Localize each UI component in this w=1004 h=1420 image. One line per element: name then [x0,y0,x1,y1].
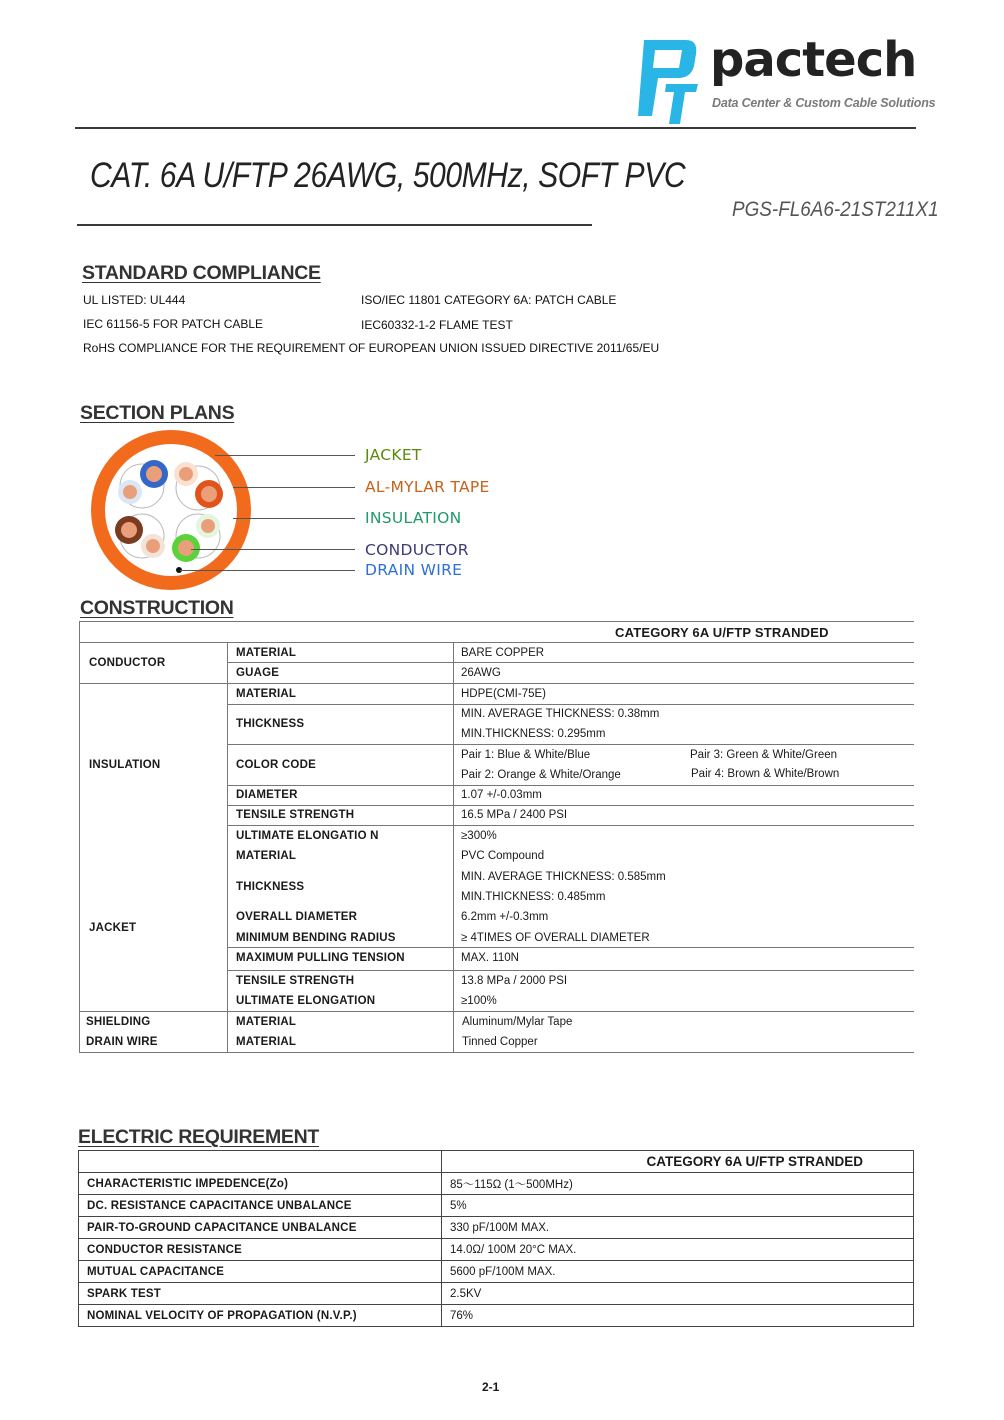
table-cell [79,1151,442,1173]
jacket-elongation: ≥100% [461,995,497,1007]
electric-requirement-heading: ELECTRIC REQUIREMENT [78,1126,320,1148]
section-plans-heading: SECTION PLANS [80,402,235,424]
compliance-item: ISO/IEC 11801 CATEGORY 6A: PATCH CABLE [361,293,617,307]
param-value: 5% [442,1195,914,1217]
conductor-label: CONDUCTOR [89,657,166,669]
label-al-mylar-tape: AL-MYLAR TAPE [365,478,490,496]
leader-line [191,549,355,550]
insulation-tensile-key: TENSILE STRENGTH [236,809,355,821]
insulation-thickness-avg: MIN. AVERAGE THICKNESS: 0.38mm [461,708,660,720]
jacket-bend-key: MINIMUM BENDING RADIUS [236,932,396,944]
pt-logo-mark [638,40,698,124]
jacket-tensile: 13.8 MPa / 2000 PSI [461,975,568,987]
shielding-material-key: MATERIAL [236,1016,297,1028]
param-name: CONDUCTOR RESISTANCE [79,1239,442,1261]
label-drain-wire: DRAIN WIRE [365,561,463,579]
jacket-bend: ≥ 4TIMES OF OVERALL DIAMETER [461,932,650,944]
insulation-thickness-min: MIN.THICKNESS: 0.295mm [461,728,606,740]
table-row [79,1151,914,1173]
jacket-od: 6.2mm +/-0.3mm [461,911,549,923]
compliance-item: IEC60332-1-2 FLAME TEST [361,318,513,332]
jacket-tensile-key: TENSILE STRENGTH [236,975,355,987]
drain-material: Tinned Copper [462,1036,538,1048]
color-pair-1: Pair 1: Blue & White/Blue [461,749,591,761]
param-name: SPARK TEST [79,1283,442,1305]
param-value: 5600 pF/100M MAX. [442,1261,914,1283]
header-divider [75,127,916,129]
table-row [79,1283,914,1305]
conductor-material: BARE COPPER [461,647,545,659]
insulation-diameter-key: DIAMETER [236,789,298,801]
param-value: 14.0Ω/ 100M 20°C MAX. [442,1239,914,1261]
color-pair-3: Pair 3: Green & White/Green [690,749,838,761]
shielding-label: SHIELDING [86,1016,151,1028]
jacket-material-key: MATERIAL [236,850,297,862]
jacket-material: PVC Compound [461,850,545,862]
insulation-tensile: 16.5 MPa / 2400 PSI [461,809,568,821]
compliance-item: IEC 61156-5 FOR PATCH CABLE [83,317,264,331]
title-underline [77,224,592,226]
leader-line [233,518,355,519]
label-jacket: JACKET [365,446,422,464]
construction-column-header: CATEGORY 6A U/FTP STRANDED [615,625,829,640]
param-value: 2.5KV [442,1283,914,1305]
param-value: 330 pF/100M MAX. [442,1217,914,1239]
param-name: DC. RESISTANCE CAPACITANCE UNBALANCE [79,1195,442,1217]
insulation-elongation-key: ULTIMATE ELONGATIO N [236,830,379,842]
leader-line [233,487,355,488]
param-name: MUTUAL CAPACITANCE [79,1261,442,1283]
table-row [79,1305,914,1327]
construction-heading: CONSTRUCTION [80,597,234,619]
conductor-gauge: 26AWG [461,667,501,679]
electric-column-header: CATEGORY 6A U/FTP STRANDED [442,1151,914,1173]
color-pair-4: Pair 4: Brown & White/Brown [691,768,840,780]
drain-wire-label: DRAIN WIRE [86,1036,158,1048]
leader-line [180,570,355,571]
insulation-diameter: 1.07 +/-0.03mm [461,789,542,801]
table-row [79,1217,914,1239]
color-pair-2: Pair 2: Orange & White/Orange [461,769,621,781]
jacket-pull: MAX. 110N [461,952,519,964]
table-row [79,1239,914,1261]
jacket-elongation-key: ULTIMATE ELONGATION [236,995,376,1007]
brand-tagline: Data Center & Custom Cable Solutions [712,96,936,110]
param-name: NOMINAL VELOCITY OF PROPAGATION (N.V.P.) [79,1305,442,1327]
param-value: 76% [442,1305,914,1327]
insulation-thickness-key: THICKNESS [236,718,305,730]
param-value: 85～115Ω (1～500MHz) [442,1173,914,1195]
color-code-key: COLOR CODE [236,759,316,771]
drain-material-key: MATERIAL [236,1036,297,1048]
param-name: PAIR-TO-GROUND CAPACITANCE UNBALANCE [79,1217,442,1239]
brand-name: pactech [710,32,917,88]
table-row [79,1195,914,1217]
shielding-material: Aluminum/Mylar Tape [462,1016,573,1028]
cable-cross-section [88,428,258,593]
electric-table [78,1150,914,1327]
table-row [79,1173,914,1195]
conductor-material-key: MATERIAL [236,647,297,659]
jacket-od-key: OVERALL DIAMETER [236,911,358,923]
label-conductor: CONDUCTOR [365,541,469,559]
jacket-label: JACKET [89,922,137,934]
compliance-item: UL LISTED: UL444 [83,293,186,307]
standard-compliance-heading: STANDARD COMPLIANCE [82,262,321,284]
compliance-item: RoHS COMPLIANCE FOR THE REQUIREMENT OF EUROPEAN UNION ISSUED DIRECTIVE 2011/65/EU [83,341,660,355]
table-row [79,1261,914,1283]
conductor-gauge-key: GUAGE [236,667,280,679]
insulation-elongation: ≥300% [461,830,497,842]
param-name: CHARACTERISTIC IMPEDENCE(Zo) [79,1173,442,1195]
foil-core [105,444,237,576]
jacket-thickness-avg: MIN. AVERAGE THICKNESS: 0.585mm [461,871,666,883]
document-title: CAT. 6A U/FTP 26AWG, 500MHz, SOFT PVC [90,156,686,195]
leader-line [215,455,355,456]
part-number: PGS-FL6A6-21ST211X1 [732,198,939,221]
insulation-label: INSULATION [89,759,161,771]
insulation-material-key: MATERIAL [236,688,297,700]
jacket-thickness-min: MIN.THICKNESS: 0.485mm [461,891,606,903]
page-number: 2-1 [482,1380,500,1394]
insulation-material: HDPE(CMI-75E) [461,688,546,700]
jacket-thickness-key: THICKNESS [236,881,305,893]
jacket-pull-key: MAXIMUM PULLING TENSION [236,952,405,964]
label-insulation: INSULATION [365,509,462,527]
